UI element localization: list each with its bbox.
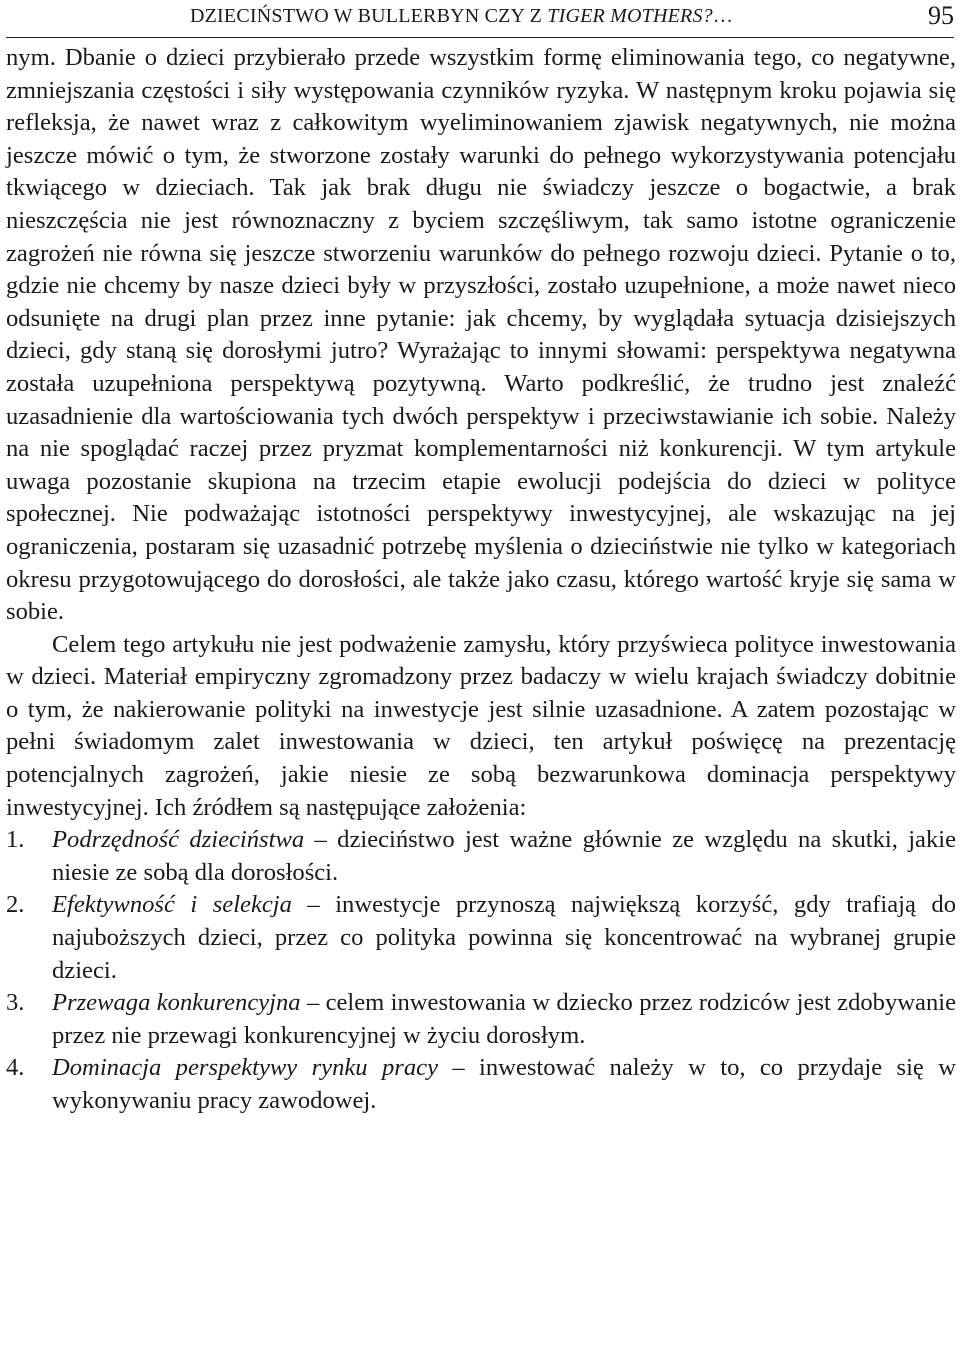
paragraph-1: nym. Dbanie o dzieci przybierało przede wszystkim formę eliminowania tego, co negatywne, zmniejszania częstości i siły występowania czynników ryzyka. W następnym kroku pojawia się refleksja, że nawet wraz z całkowitym wyeliminowaniem zjawisk negatywnych, nie można jeszcze mówić o tym, że stworzone zostały warunki do pełnego wykorzystywania potencjału tkwiącego w dzieciach. Tak jak brak długu nie świadczy jeszcze o bogactwie, a brak nieszczęścia nie jest równoznaczny z byciem szczęśliwym, tak samo istotne ograniczenie zagrożeń nie równa się jeszcze stworzeniu warunków do pełnego rozwoju dzieci. Pytanie o to, gdzie nie chcemy by nasze dzieci były w przyszłości, zostało uzupełnione, a może nawet nieco odsunięte na drugi plan przez inne pytanie: jak chcemy, by wyglądała sytuacja dzisiejszych dzieci, gdy staną się dorosłymi jutro? Wyrażając to innymi słowami: perspektywa negatywna została uzupełniona perspektywą pozytywną. Warto podkreślić, że trudno jest znaleźć uzasadnienie dla wartościowania tych dwóch perspektyw i przeciwstawianie ich sobie. Należy na nie spoglądać raczej przez pryzmat komplementarności niż konkurencji. W tym artykule uwaga pozostanie skupiona na trzecim etapie ewolucji podejścia do dzieci w polityce społecznej. Nie podważając istotności perspektywy inwestycyjnej, ale wskazując na jej ograniczenia, postaram się uzasadnić potrzebę myślenia o dzieciństwie nie tylko w kategoriach okresu przygotowującego do dorosłości, ale także jako czasu, którego wartość kryje się sama w sobie. [6, 44, 956, 626]
list-item-term: Przewaga konkurencyjna [52, 989, 301, 1017]
list-item-number: 1. [6, 826, 25, 854]
list-item [6, 824, 956, 889]
list-item-text: – inwestycje przynoszą największą korzyść, gdy trafiają do najuboższych dzieci, przez co polityka powinna się koncentrować na wybranej grupie dzieci. [52, 891, 956, 984]
list-item-text: – celem inwestowania w dziecko przez rodziców jest zdobywanie przez nie przewagi konkurencyjnej w życiu dorosłym. [52, 989, 956, 1049]
assumptions-list [6, 824, 956, 1117]
list-item-number: 2. [6, 891, 25, 919]
page-number: 95 [928, 1, 954, 30]
running-header-title [190, 5, 733, 28]
list-item-text: – dzieciństwo jest ważne głównie ze względu na skutki, jakie niesie ze sobą dla dorosłości. [52, 826, 957, 886]
list-item [6, 987, 956, 1052]
list-item-term: Efektywność i selekcja [52, 891, 292, 919]
list-item [6, 889, 956, 987]
header-title-italic: TIGER MOTHERS? [547, 5, 713, 27]
list-item-text: – inwestować należy w to, co przydaje się w wykonywaniu pracy zawodowej. [52, 1054, 956, 1114]
paragraph-2: Celem tego artykułu nie jest podważenie zamysłu, który przyświeca polityce inwestowania w dzieci. Materiał empiryczny zgromadzony przez badaczy w wielu krajach świadczy dobitnie o tym, że nakierowanie polityki na inwestycje jest silnie uzasadnione. A zatem pozostając w pełni świadomym zalet inwestowania w dzieci, ten artykuł poświęcę na prezentację potencjalnych zagrożeń, jakie niesie ze sobą bezwarunkowa dominacja perspektywy inwestycyjnej. Ich źródłem są następujące założenia: [6, 630, 956, 821]
list-item-term: Dominacja perspektywy rynku pracy [52, 1054, 438, 1082]
list-item-number: 4. [6, 1054, 25, 1082]
running-header [6, 0, 954, 38]
page-body [6, 42, 956, 1118]
list-item [6, 1052, 956, 1117]
header-title-prefix: DZIECIŃSTWO W BULLERBYN CZY Z [190, 5, 548, 27]
header-title-suffix: … [712, 5, 734, 27]
list-item-number: 3. [6, 989, 25, 1017]
list-item-term: Podrzędność dzieciństwa [52, 826, 305, 854]
